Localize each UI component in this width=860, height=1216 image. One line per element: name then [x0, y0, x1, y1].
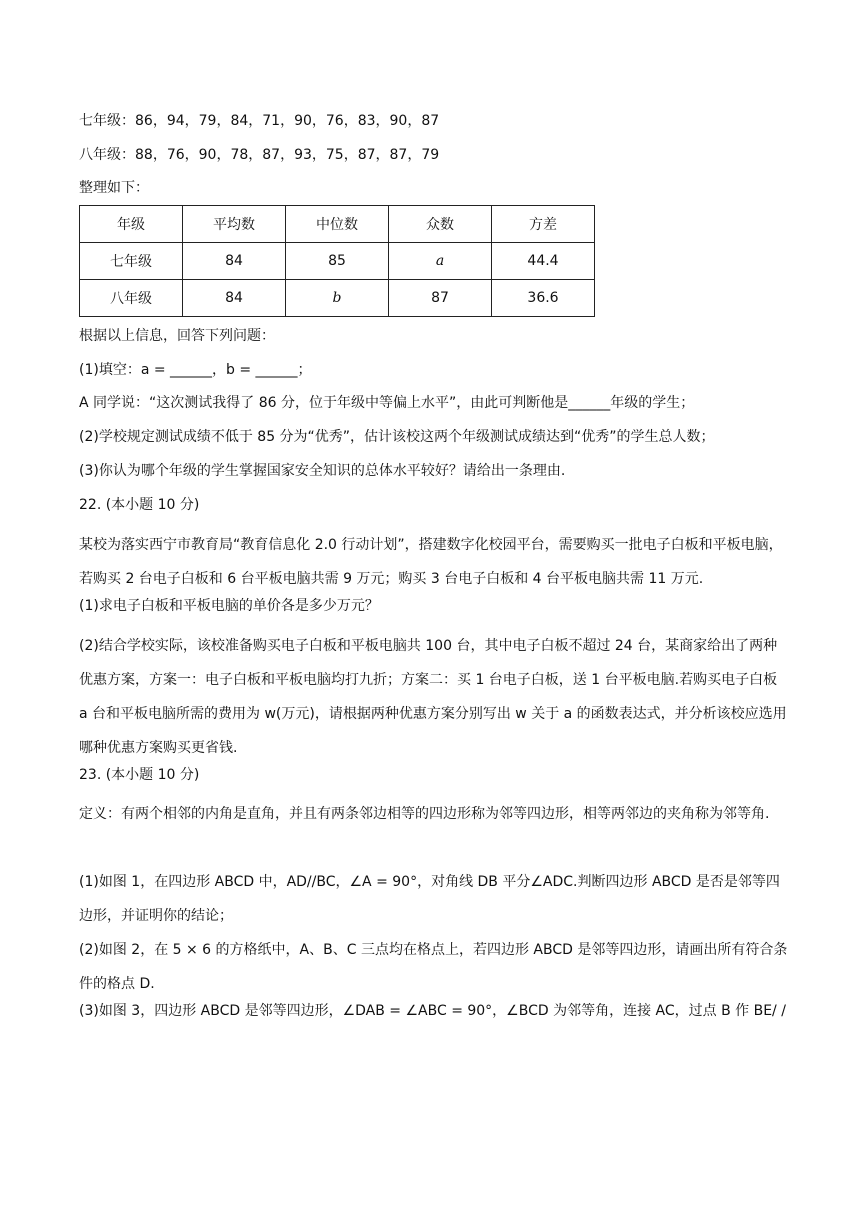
q22-body: 某校为落实西宁市教育局“教育信息化 2.0 行动计划”，搭建数字化校园平台，需要购买一批电子白板和平板电脑，若购买 2 台电子白板和 6 台平板电脑共需 9 万元；购买 3 台电子白板和 4 台平板电脑共需 11 万元.	[79, 537, 783, 587]
q22-heading: 22. (本小题 10 分)	[79, 497, 200, 513]
table-header-row	[80, 206, 595, 243]
q21-part1-statement: A 同学说：“这次测试我得了 86 分，位于年级中等偏上水平”，由此可判断他是______年级的学生；	[79, 395, 695, 411]
table-header-cell: 众数	[389, 206, 492, 243]
table-cell: a	[389, 243, 492, 280]
q21-part1: (1)填空：a = ______，b = ______；	[79, 362, 312, 378]
table-cell: 八年级	[80, 280, 183, 317]
table-row	[80, 280, 595, 317]
table-header-cell: 中位数	[286, 206, 389, 243]
table-cell: 84	[183, 243, 286, 280]
table-cell: 84	[183, 280, 286, 317]
q23-part1: (1)如图 1，在四边形 ABCD 中，AD//BC，∠A = 90°，对角线 DB 平分∠ADC.判断四边形 ABCD 是否是邻等四边形，并证明你的结论；	[79, 874, 780, 924]
table-cell: 87	[389, 280, 492, 317]
statistics-table	[79, 205, 595, 317]
q21-intro: 根据以上信息，回答下列问题：	[79, 328, 275, 344]
table-cell: 85	[286, 243, 389, 280]
table-cell: b	[286, 280, 389, 317]
q23-part2: (2)如图 2，在 5 × 6 的方格纸中，A、B、C 三点均在格点上，若四边形 ABCD 是邻等四边形，请画出所有符合条件的格点 D.	[79, 942, 788, 992]
q23-definition: 定义：有两个相邻的内角是直角，并且有两条邻边相等的四边形称为邻等四边形，相等两邻边的夹角称为邻等角.	[79, 806, 770, 822]
table-header-cell: 年级	[80, 206, 183, 243]
table-header-cell: 平均数	[183, 206, 286, 243]
table-cell: 36.6	[492, 280, 595, 317]
q22-part1: (1)求电子白板和平板电脑的单价各是多少万元？	[79, 598, 379, 614]
q21-part3: (3)你认为哪个年级的学生掌握国家安全知识的总体水平较好？请给出一条理由.	[79, 463, 566, 479]
organize-label: 整理如下：	[79, 180, 149, 196]
table-row	[80, 243, 595, 280]
q21-part2: (2)学校规定测试成绩不低于 85 分为“优秀”，估计该校这两个年级测试成绩达到“优秀”的学生总人数；	[79, 429, 715, 445]
table-cell: 七年级	[80, 243, 183, 280]
q23-heading: 23. (本小题 10 分)	[79, 767, 200, 783]
q23-part3: (3)如图 3，四边形 ABCD 是邻等四边形，∠DAB = ∠ABC = 90°，∠BCD 为邻等角，连接 AC，过点 B 作 BE/ /	[79, 1003, 786, 1019]
grade7-data-line: 七年级：86，94，79，84，71，90，76，83，90，87	[79, 113, 440, 129]
table-header-cell: 方差	[492, 206, 595, 243]
grade8-data-line: 八年级：88，76，90，78，87，93，75，87，87，79	[79, 147, 440, 163]
q22-part2: (2)结合学校实际，该校准备购买电子白板和平板电脑共 100 台，其中电子白板不超过 24 台，某商家给出了两种优惠方案，方案一：电子白板和平板电脑均打九折；方案二：买 1 台电子白板，送 1 台平板电脑.若购买电子白板 a 台和平板电脑所需的费用为 w(万元)，请根据两种优惠方案分别写出 w 关于 a 的函数表达式，并分析该校应选用哪种优惠方案购买更省钱.	[79, 638, 787, 756]
table-cell: 44.4	[492, 243, 595, 280]
